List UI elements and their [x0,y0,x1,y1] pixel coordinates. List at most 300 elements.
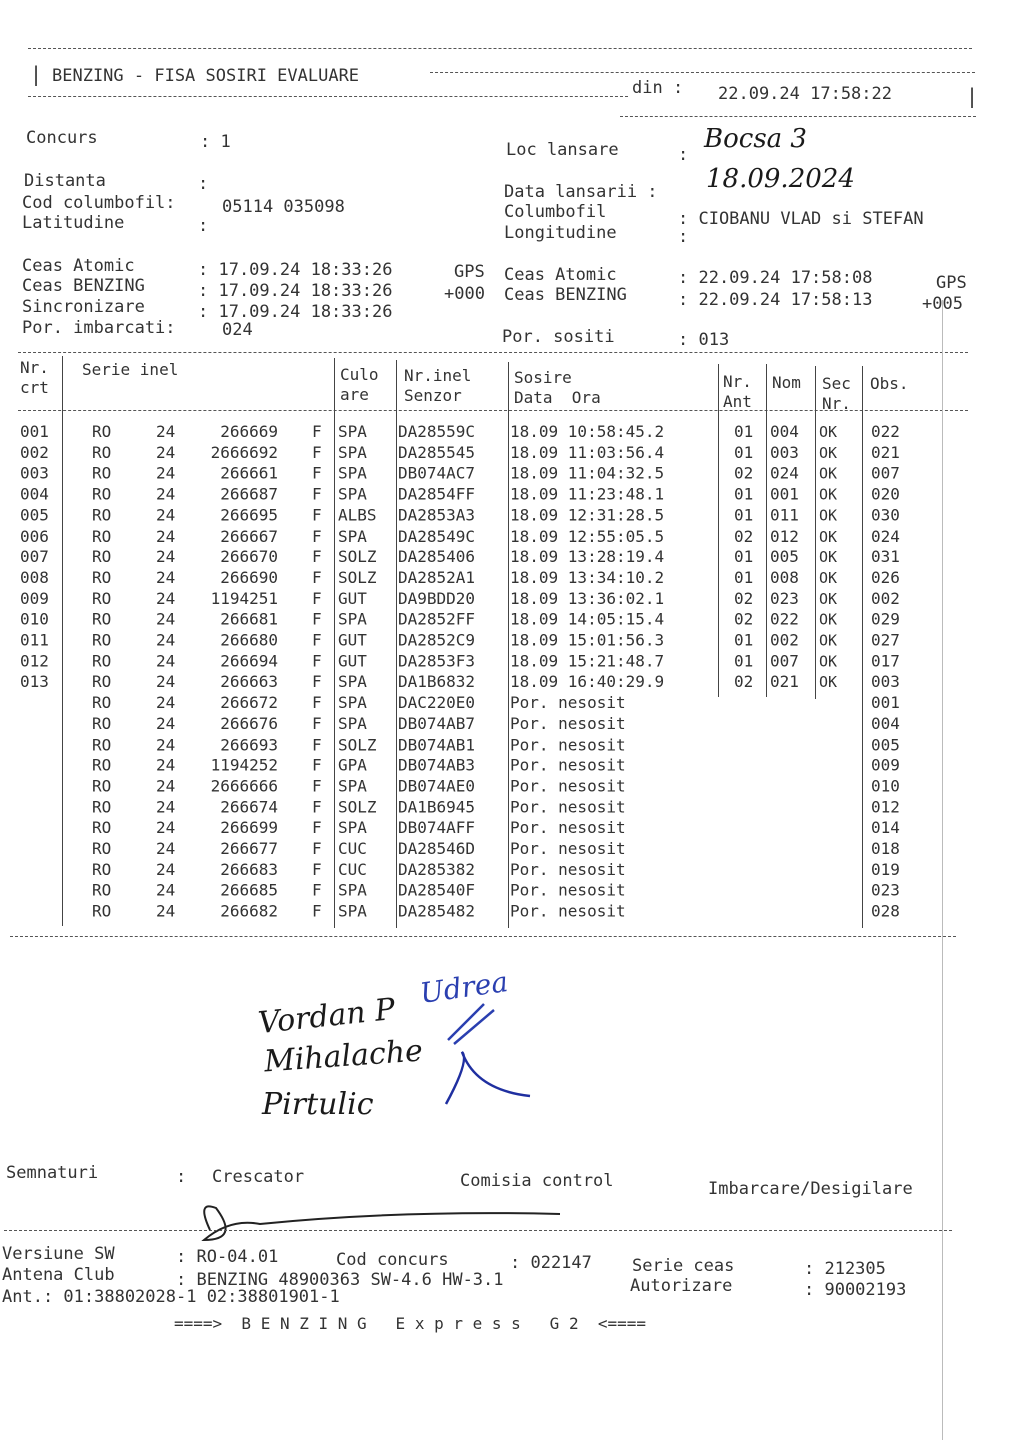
row-sec: OK [819,673,838,692]
row-sensor: DA2852FF [398,609,476,629]
row-nr: 003 [20,463,49,483]
columbofil-value: : CIOBANU VLAD si STEFAN [678,209,924,229]
row-obs: 027 [871,630,900,650]
row-nr: 011 [20,630,49,650]
row-arrival: 18.09 12:31:28.5 [510,505,665,525]
row-color: GUT [338,588,367,608]
row-sensor: DA2852A1 [398,567,476,587]
row-color: SPA [338,484,367,504]
row-country: RO [92,818,112,838]
row-sensor: DA2853A3 [398,505,476,525]
row-obs: 004 [871,713,900,733]
th-nr: Nr. [20,358,49,377]
row-sec: OK [819,548,838,567]
serie-ceas-value: : 212305 [804,1259,886,1279]
row-color: SPA [338,609,367,629]
por-sositi-label: Por. sositi [502,327,615,347]
row-sex: F [312,880,322,900]
antenna-ids: Ant.: 01:38802028-1 02:38801901-1 [2,1287,340,1307]
row-sensor: DA28559C [398,422,476,441]
row-year: 24 [156,422,176,441]
row-sensor: DA285406 [398,547,476,567]
longitudine-value: : [678,227,689,247]
versiune-sw-label: Versiune SW [2,1244,115,1264]
row-color: SPA [338,442,367,462]
row-color: SPA [338,463,367,483]
row-ring-number: 266699 [220,818,278,838]
row-sex: F [312,776,322,796]
row-ring-number: 266663 [220,672,278,692]
row-ring-number: 266667 [220,526,278,546]
th-are: are [340,385,369,404]
row-arrival: Por. nesosit [510,693,626,713]
row-sec: OK [819,443,838,462]
row-year: 24 [156,713,176,733]
row-nr: 001 [20,422,49,441]
row-sensor: DB074AB3 [398,755,476,775]
row-ring-number: 266680 [220,630,278,650]
row-obs: 003 [871,672,900,692]
row-year: 24 [156,797,176,817]
row-color: SPA [338,693,367,713]
por-imbarcati-label: Por. imbarcati: [22,318,176,338]
row-sensor: DA28540F [398,880,476,900]
ceas-atomic-start-src: GPS [454,262,485,282]
ceas-atomic-start-value: : 17.09.24 18:33:26 [198,260,393,280]
row-sex: F [312,859,322,879]
row-sex: F [312,526,322,546]
th-data-ora: Data Ora [514,388,601,407]
row-country: RO [92,630,112,650]
row-country: RO [92,609,112,629]
latitudine-value: : [198,216,209,236]
row-obs: 021 [871,442,900,462]
row-ring-number: 266687 [220,484,278,504]
autorizare-value: : 90002193 [804,1280,907,1300]
row-country: RO [92,734,112,754]
row-sec: OK [819,631,838,650]
versiune-sw-value: : RO-04.01 [176,1247,279,1267]
cod-concurs-label: Cod concurs [336,1250,449,1270]
row-country: RO [92,859,112,879]
row-country: RO [92,672,112,692]
row-obs: 019 [871,859,900,879]
page-right-margin-line [942,300,943,1440]
row-ring-number: 266669 [220,422,278,441]
row-color: SPA [338,672,367,692]
row-arrival: 18.09 10:58:45.2 [510,422,665,441]
row-country: RO [92,588,112,608]
ceas-atomic-end-label: Ceas Atomic [504,265,617,285]
row-obs: 014 [871,818,900,838]
row-country: RO [92,797,112,817]
antena-club-label: Antena Club [2,1265,115,1285]
row-sec: OK [819,527,838,546]
row-year: 24 [156,880,176,900]
row-sex: F [312,547,322,567]
th-nr-ant-1: Nr. [723,372,752,391]
row-sensor: DA28549C [398,526,476,546]
th-sec-1: Sec [822,374,851,393]
row-arrival: Por. nesosit [510,839,626,858]
row-obs: 024 [871,526,900,546]
row-nr: 006 [20,526,49,546]
th-crt: crt [20,378,49,397]
th-obs: Obs. [870,374,909,393]
row-color: GUT [338,630,367,650]
row-country: RO [92,713,112,733]
handwritten-signature-1: Vordan P [256,991,397,1042]
row-year: 24 [156,755,176,775]
antena-club-value: : BENZING 48900363 SW-4.6 HW-3.1 [176,1270,504,1290]
columbofil-label: Columbofil [504,202,607,222]
imbarcare-desigilare-label: Imbarcare/Desigilare [708,1179,913,1199]
row-ring-number: 266681 [220,609,278,629]
row-year: 24 [156,526,176,546]
semnaturi-colon: : [176,1167,187,1187]
row-ring-number: 2666692 [210,442,278,462]
row-ring-number: 266690 [220,567,278,587]
row-nr: 002 [20,442,49,462]
row-sec: OK [819,464,838,483]
row-antenna: 02 [734,463,754,483]
row-antenna: 01 [734,651,754,671]
row-country: RO [92,484,112,504]
loc-lansare-colon: : [678,145,689,165]
ceas-benzing-start-value: : 17.09.24 18:33:26 [198,281,393,301]
cod-columbofil-value: 05114 035098 [222,197,345,217]
row-sex: F [312,442,322,462]
row-arrival: 18.09 11:23:48.1 [510,484,665,504]
row-antenna: 01 [734,567,754,587]
row-sex: F [312,839,322,858]
row-color: SPA [338,422,367,441]
row-obs: 028 [871,901,900,921]
row-ring-number: 266670 [220,547,278,567]
th-culo: Culo [340,365,379,384]
loc-lansare-handwritten: Bocsa 3 [704,124,807,154]
row-ring-number: 1194252 [210,755,278,775]
row-antenna: 01 [734,630,754,650]
row-country: RO [92,755,112,775]
data-lansarii-label: Data lansarii : [504,182,658,202]
row-arrival: Por. nesosit [510,797,626,817]
row-antenna: 01 [734,442,754,462]
row-sensor: DA9BDD20 [398,588,476,608]
din-value: 22.09.24 17:58:22 [718,84,892,104]
row-obs: 012 [871,797,900,817]
row-ring-number: 266682 [220,901,278,921]
row-sex: F [312,797,322,817]
row-color: CUC [338,859,367,879]
row-color: SPA [338,880,367,900]
th-sec-2: Nr. [822,394,851,413]
row-year: 24 [156,630,176,650]
row-color: SPA [338,901,367,921]
row-obs: 029 [871,609,900,629]
row-ring-number: 266694 [220,651,278,671]
footer-top-rule [4,1230,952,1231]
row-nr: 005 [20,505,49,525]
row-arrival: 18.09 15:21:48.7 [510,651,665,671]
row-ring-number: 266677 [220,839,278,858]
row-country: RO [92,422,112,441]
semnaturi-label: Semnaturi [6,1163,99,1183]
row-obs: 001 [871,693,900,713]
row-sec: OK [819,423,838,441]
row-country: RO [92,547,112,567]
row-sensor: DA1B6832 [398,672,476,692]
row-nom: 011 [770,505,799,525]
row-antenna: 02 [734,609,754,629]
row-arrival: 18.09 15:01:56.3 [510,630,665,650]
latitudine-label: Latitudine [22,213,125,233]
row-color: GUT [338,651,367,671]
row-obs: 007 [871,463,900,483]
row-arrival: Por. nesosit [510,859,626,879]
th-nom: Nom [772,373,801,392]
row-sensor: DB074AFF [398,818,476,838]
row-ring-number: 266661 [220,463,278,483]
row-nom: 023 [770,588,799,608]
row-ring-number: 266676 [220,713,278,733]
din-label: din : [632,78,684,98]
row-year: 24 [156,442,176,462]
row-obs: 005 [871,734,900,754]
row-sex: F [312,755,322,775]
por-sositi-value: : 013 [678,330,730,350]
row-nr: 012 [20,651,49,671]
row-sensor: DA285545 [398,442,476,462]
row-nr: 008 [20,567,49,587]
row-arrival: Por. nesosit [510,776,626,796]
row-arrival: 18.09 16:40:29.9 [510,672,665,692]
crescator-label: Crescator [212,1167,305,1187]
row-sec: OK [819,568,838,587]
row-color: SPA [338,526,367,546]
row-sec: OK [819,589,838,608]
row-obs: 002 [871,588,900,608]
handwritten-signature-4: Pirtulic [262,1087,374,1122]
ceas-atomic-end-value: : 22.09.24 17:58:08 [678,268,873,288]
autorizare-label: Autorizare [630,1276,733,1296]
ceas-atomic-start-label: Ceas Atomic [22,256,135,276]
row-country: RO [92,839,112,858]
row-antenna: 01 [734,484,754,504]
row-ring-number: 266695 [220,505,278,525]
row-obs: 010 [871,776,900,796]
row-sensor: DA2852C9 [398,630,476,650]
ceas-benzing-start-label: Ceas BENZING [22,276,145,296]
row-sec: OK [819,652,838,671]
sincronizare-value: : 17.09.24 18:33:26 [198,302,393,322]
cod-concurs-value: : 022147 [510,1253,592,1273]
row-country: RO [92,463,112,483]
ceas-atomic-end-src: GPS [936,273,967,293]
row-obs: 020 [871,484,900,504]
row-sex: F [312,651,322,671]
row-color: SOLZ [338,734,377,754]
row-sensor: DA1B6945 [398,797,476,817]
row-sensor: DB074AB1 [398,734,476,754]
row-ring-number: 266685 [220,880,278,900]
row-arrival: 18.09 12:55:05.5 [510,526,665,546]
serie-ceas-label: Serie ceas [632,1256,735,1276]
ceas-benzing-end-value: : 22.09.24 17:58:13 [678,290,873,310]
row-sec: OK [819,506,838,525]
row-nr: 007 [20,547,49,567]
row-ring-number: 266674 [220,797,278,817]
row-obs: 018 [871,839,900,858]
row-obs: 009 [871,755,900,775]
row-antenna: 02 [734,672,754,692]
row-ring-number: 1194251 [210,588,278,608]
header-box-left-bar: | [30,62,43,86]
row-sensor: DA28546D [398,839,476,858]
row-year: 24 [156,484,176,504]
row-arrival: Por. nesosit [510,713,626,733]
row-arrival: Por. nesosit [510,755,626,775]
row-sex: F [312,463,322,483]
row-nom: 005 [770,547,799,567]
row-year: 24 [156,567,176,587]
row-nr: 004 [20,484,49,504]
row-color: SOLZ [338,797,377,817]
row-arrival: 18.09 13:34:10.2 [510,567,665,587]
row-country: RO [92,505,112,525]
data-lansarii-handwritten: 18.09.2024 [706,164,855,194]
row-sex: F [312,672,322,692]
row-country: RO [92,693,112,713]
row-nom: 003 [770,442,799,462]
row-sex: F [312,588,322,608]
row-sensor: DAC220E0 [398,693,476,713]
row-year: 24 [156,693,176,713]
row-antenna: 01 [734,422,754,441]
row-arrival: Por. nesosit [510,818,626,838]
row-antenna: 02 [734,526,754,546]
row-color: SOLZ [338,567,377,587]
row-sex: F [312,609,322,629]
row-antenna: 01 [734,547,754,567]
row-sec: OK [819,485,838,504]
row-sensor: DB074AE0 [398,776,476,796]
row-nr: 010 [20,609,49,629]
row-sensor: DA285482 [398,901,476,921]
row-year: 24 [156,547,176,567]
loc-lansare-label: Loc lansare [506,140,619,160]
row-year: 24 [156,839,176,858]
row-obs: 022 [871,422,900,441]
row-antenna: 01 [734,505,754,525]
row-sex: F [312,713,322,733]
row-country: RO [92,651,112,671]
row-color: SPA [338,776,367,796]
row-obs: 031 [871,547,900,567]
row-arrival: 18.09 13:36:02.1 [510,588,665,608]
row-color: ALBS [338,505,377,525]
row-obs: 030 [871,505,900,525]
benzing-brand-line: ====> B E N Z I N G E x p r e s s G 2 <==== [174,1314,647,1333]
row-arrival: Por. nesosit [510,901,626,921]
row-nom: 021 [770,672,799,692]
row-color: SOLZ [338,547,377,567]
row-country: RO [92,776,112,796]
row-sex: F [312,818,322,838]
comisia-control-label: Comisia control [460,1171,614,1191]
ceas-benzing-end-label: Ceas BENZING [504,285,627,305]
row-obs: 017 [871,651,900,671]
row-sensor: DA285382 [398,859,476,879]
row-sex: F [312,484,322,504]
row-arrival: 18.09 14:05:15.4 [510,609,665,629]
row-sex: F [312,567,322,587]
handwritten-signature-2: Udrea [418,965,510,1010]
longitudine-label: Longitudine [504,223,617,243]
distanta-value: : [198,174,209,194]
row-nom: 001 [770,484,799,504]
sincronizare-label: Sincronizare [22,297,145,317]
row-year: 24 [156,734,176,754]
row-year: 24 [156,588,176,608]
row-sex: F [312,422,322,441]
row-arrival: 18.09 13:28:19.4 [510,547,665,567]
row-country: RO [92,526,112,546]
concurs-value: : 1 [200,132,231,152]
row-country: RO [92,901,112,921]
row-ring-number: 266693 [220,734,278,754]
row-color: GPA [338,755,367,775]
th-sosire: Sosire [514,368,572,387]
row-sex: F [312,901,322,921]
row-sensor: DA2854FF [398,484,476,504]
row-nr: 013 [20,672,49,692]
por-imbarcati-value: 024 [222,320,253,340]
row-arrival: 18.09 11:04:32.5 [510,463,665,483]
row-sensor: DB074AB7 [398,713,476,733]
row-color: SPA [338,818,367,838]
row-color: CUC [338,839,367,858]
row-country: RO [92,442,112,462]
row-year: 24 [156,672,176,692]
cod-columbofil-label: Cod columbofil: [22,193,176,213]
row-year: 24 [156,609,176,629]
handwritten-signature-3: Mihalache [262,1033,424,1080]
row-arrival: Por. nesosit [510,880,626,900]
row-nom: 004 [770,422,799,441]
row-country: RO [92,567,112,587]
row-year: 24 [156,818,176,838]
th-nr-inel: Nr.inel [404,366,472,385]
row-nr: 009 [20,588,49,608]
row-nom: 002 [770,630,799,650]
distanta-label: Distanta [24,171,106,191]
row-color: SPA [338,713,367,733]
row-year: 24 [156,776,176,796]
ceas-benzing-end-diff: +005 [922,294,963,314]
th-senzor: Senzor [404,386,462,405]
row-sensor: DA2853F3 [398,651,476,671]
row-sex: F [312,505,322,525]
row-year: 24 [156,651,176,671]
th-serie-inel: Serie inel [82,360,179,379]
row-nom: 022 [770,609,799,629]
document-title: BENZING - FISA SOSIRI EVALUARE [52,66,360,86]
row-sec: OK [819,610,838,629]
row-obs: 023 [871,880,900,900]
row-nom: 008 [770,567,799,587]
ceas-benzing-start-diff: +000 [444,284,485,304]
